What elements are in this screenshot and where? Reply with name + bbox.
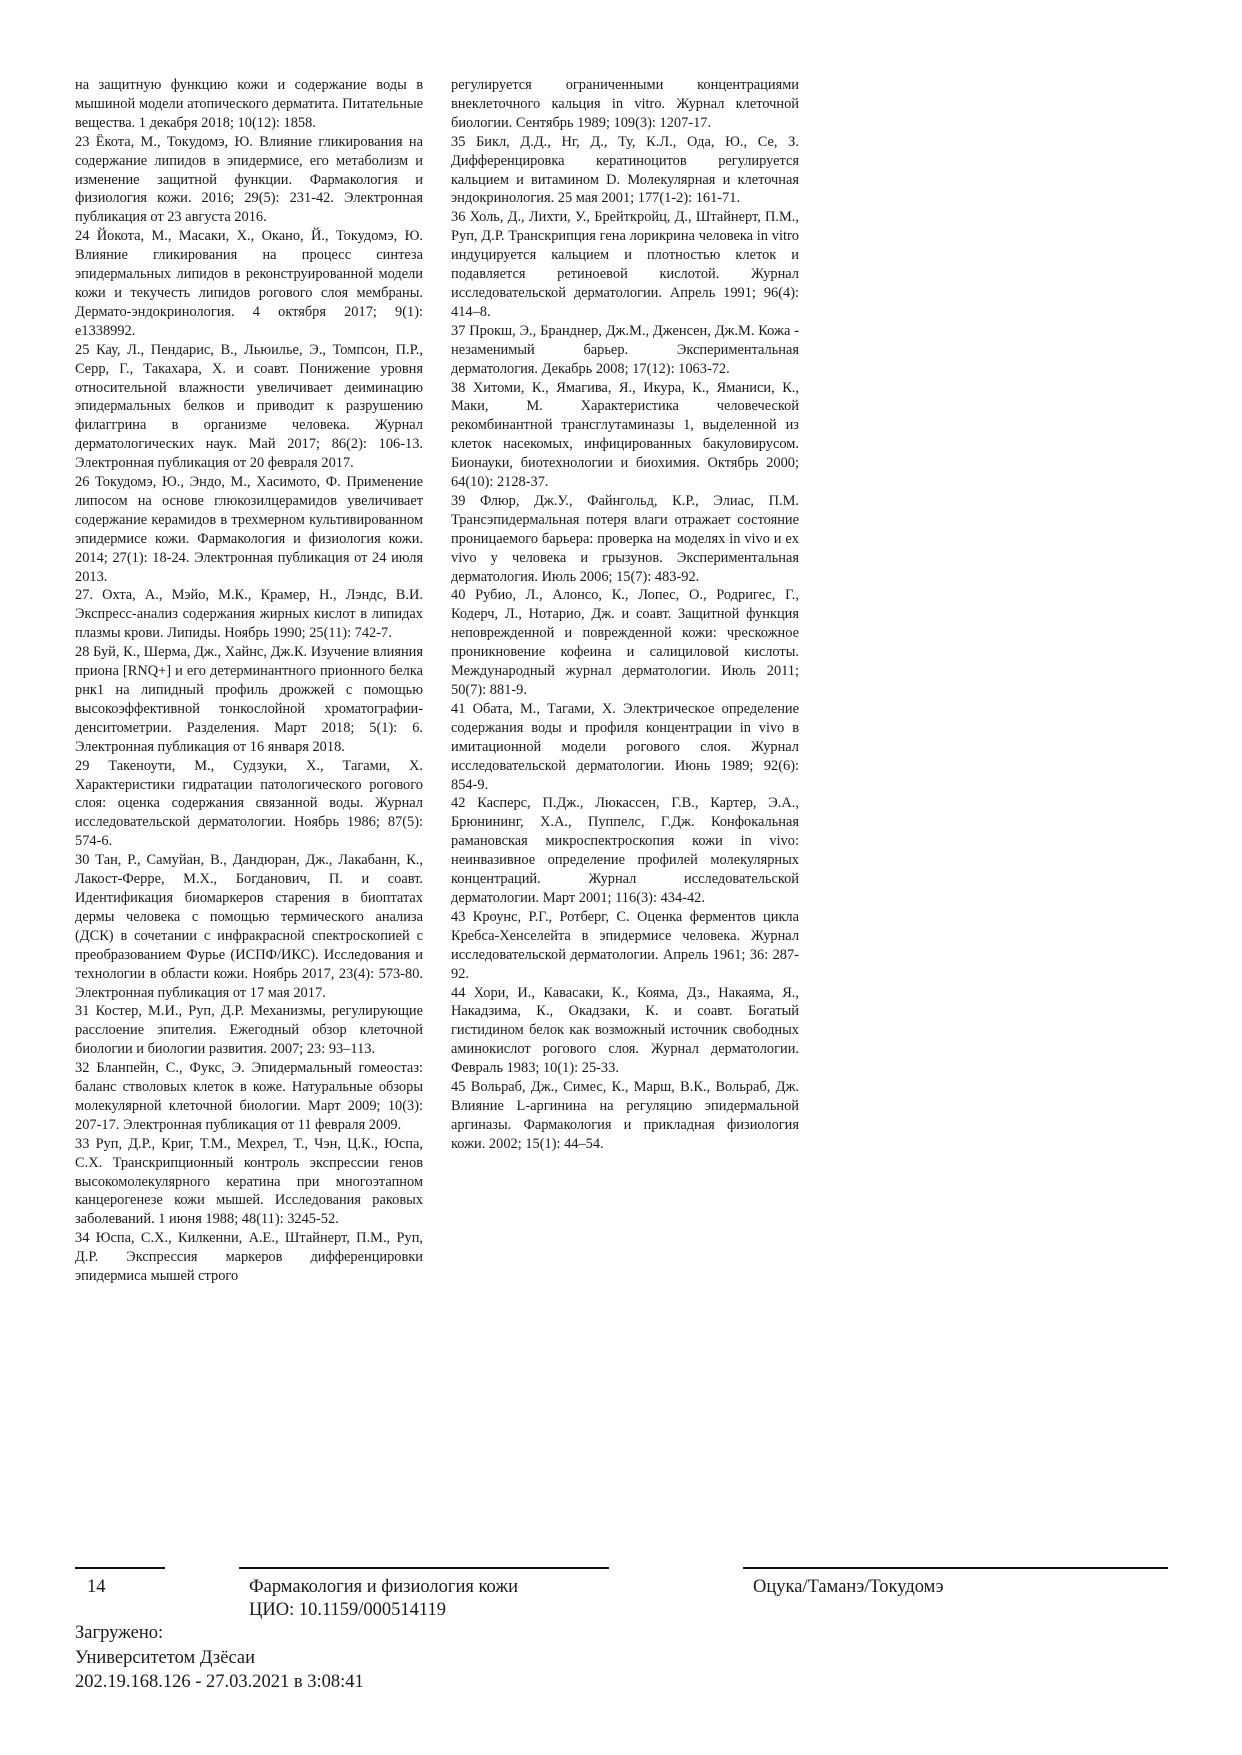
- download-institution: Университетом Дзёсаи: [75, 1647, 255, 1668]
- reference-entry: 40 Рубио, Л., Алонсо, К., Лопес, О., Родригес, Г., Кодерч, Л., Нотарио, Дж. и соавт. Защитной функция неповрежденной и поврежденной кожи: чрескожное проникновение кофеина и салициловой кислоты. Международный журнал дерматологии. Июль 2011; 50(7): 881-9.: [451, 587, 799, 698]
- download-notice: [75, 1621, 364, 1695]
- reference-entry: 39 Флюр, Дж.У., Файнгольд, К.Р., Элиас, П.М. Трансэпидермальная потеря влаги отражает состояние проницаемого барьера: проверка на моделях in vivo и ex vivo у человека и грызунов. Экспериментальная дерматология. Июль 2006; 15(7): 483-92.: [451, 492, 799, 585]
- reference-entry: 42 Касперс, П.Дж., Люкассен, Г.В., Картер, Э.А., Брюнининг, Х.А., Пуппелс, Г.Дж. Конфокальная рамановская микроспектроскопия кожи in vivo: неинвазивное определение профилей молекулярных концентраций. Журнал исследовательской дерматологии. Март 2001; 116(3): 434-42.: [451, 795, 799, 906]
- reference-entry: 45 Вольраб, Дж., Симес, К., Марш, В.К., Вольраб, Дж. Влияние L-аргинина на регуляцию эпидермальной аргиназы. Фармакология и прикладная физиология кожи. 2002; 15(1): 44–54.: [451, 1079, 799, 1152]
- reference-entry: 44 Хори, И., Кавасаки, К., Кояма, Дз., Накаяма, Я., Накадзима, К., Окадзаки, К. и соавт. Богатый гистидином белок как возможный источник свободных аминокислот рогового слоя. Журнал дерматологии. Февраль 1983; 10(1): 25-33.: [451, 984, 799, 1077]
- reference-entry: на защитную функцию кожи и содержание воды в мышиной модели атопического дерматита. Питательные вещества. 1 декабря 2018; 10(12): 1858.: [75, 77, 423, 131]
- reference-entry: 34 Юспа, С.Х., Килкенни, А.Е., Штайнерт, П.М., Руп, Д.Р. Экспрессия маркеров дифференцировки эпидермиса мышей строго: [75, 1230, 423, 1285]
- reference-entry: 30 Тан, Р., Самуйан, В., Дандюран, Дж., Лакабанн, К., Лакост-Ферре, М.Х., Богданович, П. и соавт. Идентификация биомаркеров старения в биоптатах дермы человека с помощью термического анализа (ДСК) в сочетании с инфракрасной спектроскопией с преобразованием Фурье (ИСПФ/ИКС). Исследования и технологии в области кожи. Ноябрь 2017, 23(4): 573-80. Электронная публикация от 17 мая 2017.: [75, 852, 423, 1001]
- reference-list: [75, 76, 799, 1286]
- reference-column-right: [451, 76, 799, 1286]
- download-ip-timestamp: 202.19.168.126 - 27.03.2021 в 3:08:41: [75, 1672, 364, 1692]
- reference-entry: 25 Кау, Л., Пендарис, В., Льюильe, Э., Томпсон, П.Р., Серр, Г., Такахара, Х. и соавт. Понижение уровня относительной влажности увеличивает деиминацию эпидермальных белков и приводит к разрушению филаггрина в организме человека. Журнал дерматологических наук. Май 2017; 86(2): 106-13. Электронная публикация от 20 февраля 2017.: [75, 341, 423, 472]
- reference-entry: 23 Ёкота, М., Токудомэ, Ю. Влияние гликирования на содержание липидов в эпидермисе, его метаболизм и изменение защитной функции. Фармакология и физиология кожи. 2016; 29(5): 231-42. Электронная публикация от 23 августа 2016.: [75, 133, 423, 226]
- reference-entry: 32 Бланпейн, С., Фукс, Э. Эпидермальный гомеостаз: баланс стволовых клеток в коже. Натуральные обзоры молекулярной клеточной биологии. Март 2009; 10(3): 207-17. Электронная публикация от 11 февраля 2009.: [75, 1060, 423, 1133]
- reference-entry: 31 Костер, М.И., Руп, Д.Р. Механизмы, регулирующие расслоение эпителия. Ежегодный обзор клеточной биологии и биологии развития. 2007; 23: 93–113.: [75, 1003, 423, 1058]
- reference-entry: 28 Буй, К., Шерма, Дж., Хайнс, Дж.К. Изучение влияния приона [RNQ+] и его детерминантного прионного белка рнк1 на липидный профиль дрожжей с помощью высокоэффективной тонкослойной хроматографии-денситометрии. Разделения. Март 2018; 5(1): 6. Электронная публикация от 16 января 2018.: [75, 644, 423, 755]
- reference-entry: 36 Холь, Д., Лихти, У., Брейткройц, Д., Штайнерт, П.М., Руп, Д.Р. Транскрипция гена лорикрина человека in vitro индуцируется кальцием и плотностью клеток и подавляется ретиноевой кислотой. Журнал исследовательской дерматологии. Апрель 1991; 96(4): 414–8.: [451, 209, 799, 320]
- reference-entry: 37 Прокш, Э., Бранднер, Дж.М., Дженсен, Дж.М. Кожа - незаменимый барьер. Экспериментальная дерматология. Декабрь 2008; 17(12): 1063-72.: [451, 322, 799, 377]
- reference-entry: 43 Кроунс, Р.Г., Ротберг, С. Оценка ферментов цикла Кребса-Хенселейта в эпидермисе человека. Журнал исследовательской дерматологии. Апрель 1961; 36: 287-92.: [451, 908, 799, 982]
- reference-column-left: [75, 76, 423, 1286]
- reference-entry: 29 Такеноути, М., Судзуки, Х., Тагами, Х. Характеристики гидратации патологического рогового слоя: оценка содержания связанной воды. Журнал исследовательской дерматологии. Ноябрь 1986; 87(5): 574-6.: [75, 757, 423, 850]
- reference-entry: 27. Охта, А., Мэйо, М.К., Крамер, Н., Лэндс, В.И. Экспресс-анализ содержания жирных кислот в липидах плазмы крови. Липиды. Ноябрь 1990; 25(11): 742-7.: [75, 587, 423, 642]
- running-authors: Оцука/Таманэ/Токудомэ: [753, 1577, 944, 1597]
- reference-entry: регулируется ограниченными концентрациями внеклеточного кальция in vitro. Журнал клеточной биологии. Сентябрь 1989; 109(3): 1207-17.: [451, 77, 799, 131]
- reference-entry: 26 Токудомэ, Ю., Эндо, М., Хасимото, Ф. Применение липосом на основе глюкозилцерамидов увеличивает содержание керамидов в трехмерном культивированном эпидермисе кожи. Фармакология и физиология кожи. 2014; 27(1): 18-24. Электронная публикация от 24 июля 2013.: [75, 474, 423, 585]
- reference-entry: 38 Хитоми, К., Ямагива, Я., Икура, К., Яманиси, К., Маки, М. Характеристика человеческой рекомбинантной трансглутаминазы 1, выделенной из клеток насекомых, инфицированных бакуловирусом. Бионауки, биотехнологии и биохимия. Октябрь 2000; 64(10): 2128-37.: [451, 379, 799, 491]
- journal-name: Фармакология и физиология кожи: [249, 1577, 518, 1597]
- footer-rule-authors: [743, 1567, 1168, 1569]
- download-label: Загружено:: [75, 1623, 164, 1643]
- reference-entry: 35 Бикл, Д.Д., Нг, Д., Ту, К.Л., Ода, Ю., Се, З. Дифференцировка кератиноцитов регулируется кальцием и витамином D. Молекулярная и клеточная эндокринология. 25 мая 2001; 177(1-2): 161-71.: [451, 133, 799, 207]
- reference-entry: 33 Руп, Д.Р., Криг, Т.М., Мехрел, Т., Чэн, Ц.К., Юспа, С.Х. Транскрипционный контроль экспрессии генов высокомолекулярного кератина при многоэтапном канцерогенезе кожи мышей. Исследования раковых заболеваний. 1 июня 1988; 48(11): 3245-52.: [75, 1135, 423, 1228]
- doi: ЦИО: 10.1159/000514119: [249, 1600, 446, 1620]
- reference-entry: 24 Йокота, М., Масаки, Х., Окано, Й., Токудомэ, Ю. Влияние гликирования на процесс синтеза эпидермальных липидов в реконструированной модели кожи и текучесть липидов рогового слоя мембраны. Дермато-эндокринология. 4 октября 2017; 9(1): e1338992.: [75, 228, 423, 339]
- page-number: 14: [87, 1577, 106, 1597]
- footer-rule-page: [75, 1567, 165, 1569]
- footer-rule-journal: [239, 1567, 609, 1569]
- reference-entry: 41 Обата, М., Тагами, Х. Электрическое определение содержания воды и профиля концентрации in vivo в имитационной модели рогового слоя. Журнал исследовательской дерматологии. Июнь 1989; 92(6): 854-9.: [451, 700, 799, 793]
